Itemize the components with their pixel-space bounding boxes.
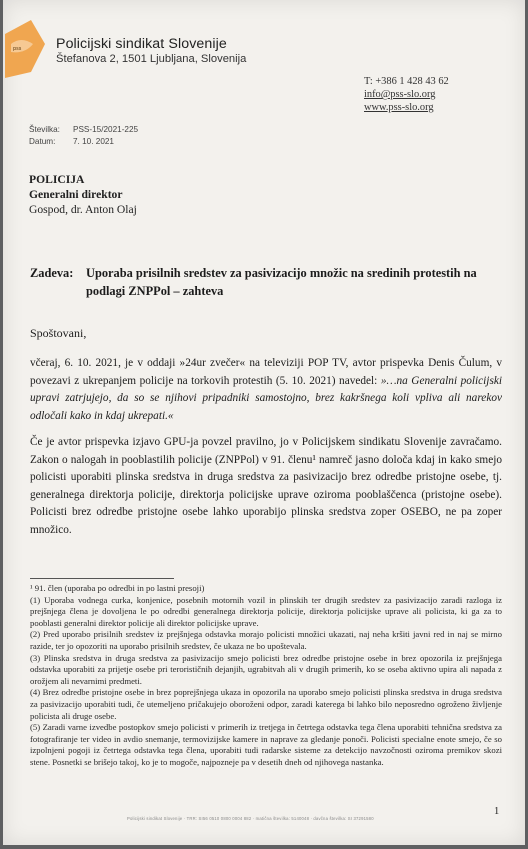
union-logo-icon	[5, 14, 49, 84]
footnote-item: (3) Plinska sredstva in druga sredstva za pasivizacijo smejo policisti brez odredbe pristojne osebe in brez opozorila iz prejšnjega odstavka uporabiti za prijetje osebe pri terorističnih dejanjih, ugrabitvah ali v drugih primerih, ko se oseba aktivno upira ali napada z orožjem ali nevarnimi predmeti.	[30, 652, 502, 686]
phone-number: T: +386 1 428 43 62	[364, 76, 449, 87]
reference-block	[29, 124, 138, 148]
organization-name: Policijski sindikat Slovenije	[56, 36, 227, 52]
recipient-institution: POLICIJA	[29, 173, 85, 186]
footnote	[30, 583, 502, 769]
date-label: Datum:	[29, 137, 56, 146]
page-number: 1	[494, 806, 500, 817]
body-paragraph-1	[30, 355, 502, 425]
svg-text:pss: pss	[13, 46, 22, 52]
paragraph-1-quote: »…na Generalni policijski upravi zatrjujejo, da so se njihovi pripadniki samostojno, brez kakršnega koli vpliva ali narekov odločali kako in kdaj ukrepati.«	[30, 374, 502, 422]
website-link[interactable]: www.pss-slo.org	[364, 102, 434, 114]
contact-block	[364, 75, 449, 115]
email-link[interactable]: info@pss-slo.org	[364, 89, 436, 101]
footnote-item: (1) Uporaba vodnega curka, konjenice, posebnih motornih vozil in plinskih ter drugih sredstev za pasivizacijo zaradi razloga iz prejšnjega člena je dovoljena le po odredbi generalnega direktorja policije, direktorja policijske uprave ali policista, ki ga za to pooblasti generalni direktor policije ali direktor policijske uprave.	[30, 594, 502, 628]
date-value: 7. 10. 2021	[73, 137, 114, 146]
footnote-separator	[30, 578, 174, 579]
footnote-item: (4) Brez odredbe pristojne osebe in brez poprejšnjega ukaza in opozorila na uporabo smejo policisti plinska sredstva in druga sredstva za pasivizacijo uporabiti tudi, če utemeljeno pričakujejo oboroženi odpor, zaradi katerega bi lahko bilo neposredno ogroženo življenje policista ali druge osebe.	[30, 687, 502, 721]
paragraph-1-text: včeraj, 6. 10. 2021, je v oddaji »24ur zvečer« na televiziji POP TV, avtor prispevka Denis Čulum, v povezavi z ukrepanjem policije na torkovih protestih (5. 10. 2021) navedel:	[30, 357, 502, 387]
subject-text: Uporaba prisilnih sredstev za pasivizacijo množic na sredinih protestih na podlagi ZNPPol – zahteva	[86, 266, 477, 298]
recipient-position: Generalni direktor	[29, 188, 123, 201]
footnote-title: ¹ 91. člen (uporaba po odredbi in po lastni presoji)	[30, 583, 205, 593]
letter-page	[3, 0, 525, 845]
footnote-item: (2) Pred uporabo prisilnih sredstev iz prejšnjega odstavka morajo policisti množici ukazati, naj neha kršiti javni red in naj se mirno razide, ter jo opozoriti na uporabo prisilnih sredstev, če ukaza ne bo upoštevala.	[30, 629, 502, 651]
footnote-item: (5) Zaradi varne izvedbe postopkov smejo policisti v primerih iz tretjega in četrtega odstavka tega člena uporabiti tehnična sredstva za fotografiranje ter video in avdio snemanje, termovizijske kamere in naprave za gledanje ponoči. Policisti specialne enote smejo, če so izpolnjeni pogoji iz četrtega odstavka tega člena, uporabiti tudi radarske sisteme za detekcijo navzočnosti oziroma premikov skozi stene. Posnetki se brišejo takoj, ko je to mogoče, najpozneje pa v desetih dneh od njihovega nastanka.	[30, 722, 502, 767]
recipient-name: Gospod, dr. Anton Olaj	[29, 203, 137, 216]
subject-label: Zadeva:	[30, 266, 74, 280]
body-paragraph-2: Če je avtor prispevka izjavo GPU-ja povzel pravilno, jo v Policijskem sindikatu Slovenije zavračamo. Zakon o nalogah in pooblastilih policije (ZNPPol) v 91. členu¹ namreč jasno določa kdaj in kako smejo policisti uporabiti plinska sredstva in druga sredstva za pasivizacijo brez odredbe pristojne osebe, tj. generalnega direktorja policije, direktorja policijske uprave oziroma pooblaščenca (pristojne osebe). Policisti brez odredbe pristojne osebe lahko uporabijo plinska sredstva zoper OSEBO, ne pa zoper množico.	[30, 436, 502, 536]
recipient-block	[29, 172, 137, 217]
footer-small-print: Policijski sindikat Slovenije · TRR: SI56 0510 0800 0004 882 · matična številka: 5140048 · davčna številka: SI 37291580	[127, 816, 374, 821]
greeting: Spoštovani,	[30, 326, 87, 340]
reference-number: PSS-15/2021-225	[73, 125, 139, 134]
organization-address: Štefanova 2, 1501 Ljubljana, Slovenija	[56, 53, 247, 65]
subject-line	[30, 264, 492, 300]
reference-number-label: Številka:	[29, 125, 60, 134]
